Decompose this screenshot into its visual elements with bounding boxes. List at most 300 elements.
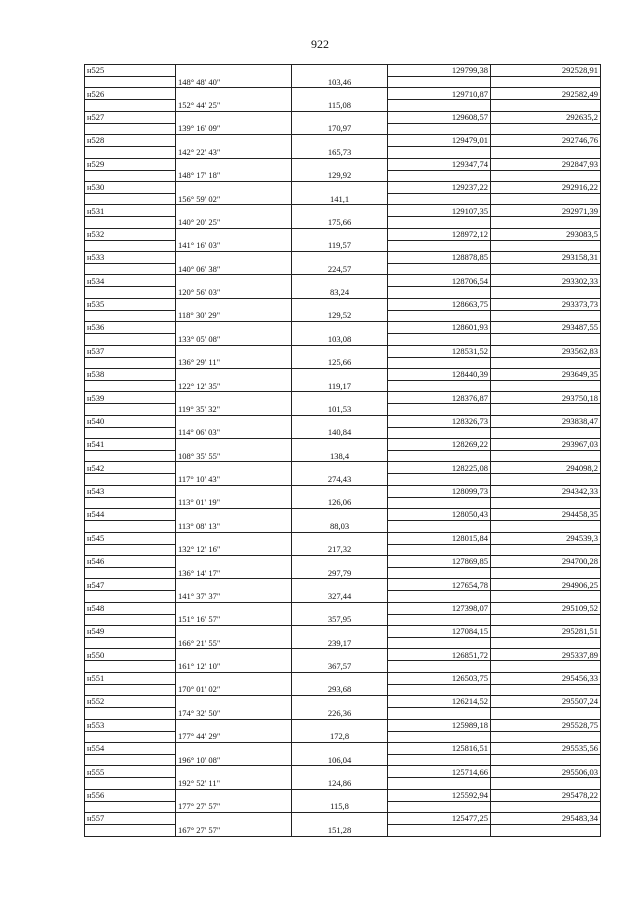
point-name: н556 xyxy=(85,789,176,801)
empty-cell xyxy=(85,310,176,321)
empty-cell xyxy=(388,684,491,695)
empty-cell xyxy=(292,392,388,404)
coordinate-x: 129799,38 xyxy=(388,65,491,77)
coordinate-y: 294098,2 xyxy=(491,462,601,474)
coordinate-y: 292971,39 xyxy=(491,205,601,217)
empty-cell xyxy=(292,766,388,778)
coordinate-x: 127398,07 xyxy=(388,602,491,614)
page-number: 922 xyxy=(311,37,329,51)
coordinate-y: 293838,47 xyxy=(491,415,601,427)
point-name: н552 xyxy=(85,696,176,708)
coordinate-y: 292847,93 xyxy=(491,158,601,170)
empty-cell xyxy=(176,135,292,147)
segment-length: 126,06 xyxy=(292,497,388,508)
segment-row xyxy=(85,567,601,578)
direction-angle: 120° 56' 03" xyxy=(176,287,292,298)
empty-cell xyxy=(292,439,388,451)
empty-cell xyxy=(292,485,388,497)
empty-cell xyxy=(292,65,388,77)
segment-length: 115,8 xyxy=(292,801,388,812)
coordinate-x: 128663,75 xyxy=(388,298,491,310)
direction-angle: 119° 35' 32" xyxy=(176,404,292,415)
coordinate-y: 294342,33 xyxy=(491,485,601,497)
empty-cell xyxy=(388,264,491,275)
empty-cell xyxy=(292,88,388,100)
empty-cell xyxy=(388,334,491,345)
segment-length: 106,04 xyxy=(292,754,388,765)
empty-cell xyxy=(388,380,491,391)
point-row xyxy=(85,322,601,334)
direction-angle: 161° 12' 10" xyxy=(176,661,292,672)
point-name: н541 xyxy=(85,439,176,451)
empty-cell xyxy=(85,661,176,672)
empty-cell xyxy=(388,123,491,134)
point-row xyxy=(85,626,601,638)
coordinate-y: 295478,22 xyxy=(491,789,601,801)
coordinate-y: 293750,18 xyxy=(491,392,601,404)
point-name: н536 xyxy=(85,322,176,334)
empty-cell xyxy=(292,579,388,591)
point-row xyxy=(85,111,601,123)
coordinate-x: 128376,87 xyxy=(388,392,491,404)
empty-cell xyxy=(176,626,292,638)
empty-cell xyxy=(491,170,601,181)
empty-cell xyxy=(491,123,601,134)
empty-cell xyxy=(176,252,292,264)
direction-angle: 141° 16' 03" xyxy=(176,240,292,251)
segment-row xyxy=(85,521,601,532)
empty-cell xyxy=(85,591,176,602)
direction-angle: 148° 17' 18" xyxy=(176,170,292,181)
point-name: н540 xyxy=(85,415,176,427)
segment-row xyxy=(85,240,601,251)
point-name: н549 xyxy=(85,626,176,638)
point-name: н533 xyxy=(85,252,176,264)
empty-cell xyxy=(176,766,292,778)
empty-cell xyxy=(491,474,601,485)
direction-angle: 113° 08' 13" xyxy=(176,521,292,532)
segment-row xyxy=(85,801,601,812)
coordinate-x: 125477,25 xyxy=(388,813,491,825)
point-row xyxy=(85,228,601,240)
empty-cell xyxy=(388,287,491,298)
empty-cell xyxy=(85,521,176,532)
coordinate-y: 292635,2 xyxy=(491,111,601,123)
point-name: н539 xyxy=(85,392,176,404)
direction-angle: 132° 12' 16" xyxy=(176,544,292,555)
segment-row xyxy=(85,754,601,765)
empty-cell xyxy=(388,661,491,672)
empty-cell xyxy=(176,742,292,754)
empty-cell xyxy=(85,264,176,275)
coordinate-x: 128015,84 xyxy=(388,532,491,544)
point-name: н529 xyxy=(85,158,176,170)
segment-length: 239,17 xyxy=(292,638,388,649)
empty-cell xyxy=(388,754,491,765)
empty-cell xyxy=(292,742,388,754)
point-row xyxy=(85,509,601,521)
empty-cell xyxy=(292,135,388,147)
segment-row xyxy=(85,778,601,789)
empty-cell xyxy=(292,649,388,661)
empty-cell xyxy=(491,193,601,204)
coordinate-x: 128531,52 xyxy=(388,345,491,357)
empty-cell xyxy=(292,181,388,193)
point-name: н543 xyxy=(85,485,176,497)
coordinate-x: 129107,35 xyxy=(388,205,491,217)
segment-length: 175,66 xyxy=(292,217,388,228)
coordinate-y: 295483,34 xyxy=(491,813,601,825)
empty-cell xyxy=(85,474,176,485)
point-row xyxy=(85,742,601,754)
segment-length: 165,73 xyxy=(292,147,388,158)
direction-angle: 174° 32' 50" xyxy=(176,708,292,719)
empty-cell xyxy=(176,719,292,731)
direction-angle: 122° 12' 35" xyxy=(176,380,292,391)
direction-angle: 140° 20' 25" xyxy=(176,217,292,228)
point-name: н538 xyxy=(85,368,176,380)
empty-cell xyxy=(388,825,491,837)
empty-cell xyxy=(388,451,491,462)
segment-length: 327,44 xyxy=(292,591,388,602)
segment-row xyxy=(85,661,601,672)
segment-row xyxy=(85,638,601,649)
empty-cell xyxy=(292,672,388,684)
point-name: н534 xyxy=(85,275,176,287)
empty-cell xyxy=(176,555,292,567)
coordinate-y: 295535,56 xyxy=(491,742,601,754)
empty-cell xyxy=(491,778,601,789)
direction-angle: 114° 06' 03" xyxy=(176,427,292,438)
direction-angle: 166° 21' 55" xyxy=(176,638,292,649)
empty-cell xyxy=(292,111,388,123)
coordinate-y: 293158,31 xyxy=(491,252,601,264)
empty-cell xyxy=(491,357,601,368)
empty-cell xyxy=(491,217,601,228)
segment-length: 88,03 xyxy=(292,521,388,532)
coordinate-y: 292528,91 xyxy=(491,65,601,77)
point-row xyxy=(85,392,601,404)
segment-length: 125,66 xyxy=(292,357,388,368)
coordinate-x: 126503,75 xyxy=(388,672,491,684)
empty-cell xyxy=(388,474,491,485)
empty-cell xyxy=(85,427,176,438)
empty-cell xyxy=(388,357,491,368)
coordinate-y: 295109,52 xyxy=(491,602,601,614)
coordinate-table-body xyxy=(85,65,601,837)
empty-cell xyxy=(491,497,601,508)
segment-length: 170,97 xyxy=(292,123,388,134)
empty-cell xyxy=(388,708,491,719)
point-name: н535 xyxy=(85,298,176,310)
point-row xyxy=(85,462,601,474)
segment-row xyxy=(85,123,601,134)
point-row xyxy=(85,135,601,147)
empty-cell xyxy=(85,240,176,251)
empty-cell xyxy=(176,602,292,614)
empty-cell xyxy=(85,147,176,158)
empty-cell xyxy=(491,731,601,742)
point-row xyxy=(85,555,601,567)
empty-cell xyxy=(388,544,491,555)
empty-cell xyxy=(85,684,176,695)
coordinate-x: 126214,52 xyxy=(388,696,491,708)
empty-cell xyxy=(85,357,176,368)
direction-angle: 142° 22' 43" xyxy=(176,147,292,158)
point-row xyxy=(85,275,601,287)
point-name: н531 xyxy=(85,205,176,217)
point-row xyxy=(85,298,601,310)
empty-cell xyxy=(176,485,292,497)
empty-cell xyxy=(491,77,601,88)
segment-row xyxy=(85,334,601,345)
empty-cell xyxy=(491,754,601,765)
segment-row xyxy=(85,380,601,391)
segment-row xyxy=(85,544,601,555)
empty-cell xyxy=(292,719,388,731)
coordinate-y: 293649,35 xyxy=(491,368,601,380)
segment-row xyxy=(85,147,601,158)
segment-row xyxy=(85,708,601,719)
coordinate-x: 129479,01 xyxy=(388,135,491,147)
empty-cell xyxy=(292,158,388,170)
coordinate-x: 128706,54 xyxy=(388,275,491,287)
empty-cell xyxy=(85,731,176,742)
point-row xyxy=(85,649,601,661)
empty-cell xyxy=(85,801,176,812)
segment-length: 367,57 xyxy=(292,661,388,672)
point-row xyxy=(85,602,601,614)
point-row xyxy=(85,65,601,77)
direction-angle: 113° 01' 19" xyxy=(176,497,292,508)
empty-cell xyxy=(388,193,491,204)
empty-cell xyxy=(491,708,601,719)
empty-cell xyxy=(292,813,388,825)
segment-row xyxy=(85,170,601,181)
coordinate-y: 295506,03 xyxy=(491,766,601,778)
empty-cell xyxy=(491,451,601,462)
empty-cell xyxy=(388,497,491,508)
point-name: н548 xyxy=(85,602,176,614)
empty-cell xyxy=(491,544,601,555)
point-row xyxy=(85,252,601,264)
coordinate-y: 294906,25 xyxy=(491,579,601,591)
point-row xyxy=(85,415,601,427)
coordinate-x: 128099,73 xyxy=(388,485,491,497)
empty-cell xyxy=(491,614,601,625)
empty-cell xyxy=(491,591,601,602)
point-row xyxy=(85,579,601,591)
segment-length: 115,08 xyxy=(292,100,388,111)
empty-cell xyxy=(85,217,176,228)
empty-cell xyxy=(388,427,491,438)
coordinate-x: 128326,73 xyxy=(388,415,491,427)
empty-cell xyxy=(85,334,176,345)
empty-cell xyxy=(388,240,491,251)
empty-cell xyxy=(85,754,176,765)
empty-cell xyxy=(388,567,491,578)
direction-angle: 151° 16' 57" xyxy=(176,614,292,625)
coordinate-x: 128440,39 xyxy=(388,368,491,380)
point-name: н557 xyxy=(85,813,176,825)
segment-length: 293,68 xyxy=(292,684,388,695)
empty-cell xyxy=(292,252,388,264)
empty-cell xyxy=(491,264,601,275)
empty-cell xyxy=(491,287,601,298)
segment-length: 172,8 xyxy=(292,731,388,742)
empty-cell xyxy=(176,181,292,193)
direction-angle: 148° 48' 40" xyxy=(176,77,292,88)
empty-cell xyxy=(491,638,601,649)
segment-length: 129,52 xyxy=(292,310,388,321)
empty-cell xyxy=(388,521,491,532)
direction-angle: 139° 16' 09" xyxy=(176,123,292,134)
empty-cell xyxy=(85,287,176,298)
point-row xyxy=(85,368,601,380)
segment-length: 140,84 xyxy=(292,427,388,438)
coordinate-x: 125989,18 xyxy=(388,719,491,731)
empty-cell xyxy=(85,825,176,837)
segment-length: 138,4 xyxy=(292,451,388,462)
coordinate-y: 293373,73 xyxy=(491,298,601,310)
direction-angle: 118° 30' 29" xyxy=(176,310,292,321)
coordinate-x: 128269,22 xyxy=(388,439,491,451)
segment-row xyxy=(85,614,601,625)
coordinate-y: 295456,33 xyxy=(491,672,601,684)
empty-cell xyxy=(292,228,388,240)
coordinate-y: 294700,28 xyxy=(491,555,601,567)
coordinate-x: 129347,74 xyxy=(388,158,491,170)
segment-length: 129,92 xyxy=(292,170,388,181)
direction-angle: 192° 52' 11" xyxy=(176,778,292,789)
empty-cell xyxy=(292,555,388,567)
segment-row xyxy=(85,100,601,111)
point-name: н554 xyxy=(85,742,176,754)
empty-cell xyxy=(292,298,388,310)
segment-length: 103,46 xyxy=(292,77,388,88)
segment-row xyxy=(85,77,601,88)
point-name: н555 xyxy=(85,766,176,778)
segment-row xyxy=(85,287,601,298)
empty-cell xyxy=(491,567,601,578)
empty-cell xyxy=(491,801,601,812)
segment-length: 83,24 xyxy=(292,287,388,298)
coordinate-x: 128878,85 xyxy=(388,252,491,264)
empty-cell xyxy=(388,170,491,181)
direction-angle: 167° 27' 57" xyxy=(176,825,292,837)
segment-row xyxy=(85,825,601,837)
coordinate-y: 293562,83 xyxy=(491,345,601,357)
point-name: н553 xyxy=(85,719,176,731)
point-row xyxy=(85,813,601,825)
empty-cell xyxy=(85,380,176,391)
empty-cell xyxy=(176,509,292,521)
segment-length: 226,36 xyxy=(292,708,388,719)
empty-cell xyxy=(491,404,601,415)
empty-cell xyxy=(292,532,388,544)
empty-cell xyxy=(491,334,601,345)
empty-cell xyxy=(292,415,388,427)
empty-cell xyxy=(388,217,491,228)
segment-row xyxy=(85,474,601,485)
coordinate-y: 293967,03 xyxy=(491,439,601,451)
empty-cell xyxy=(176,322,292,334)
segment-length: 103,08 xyxy=(292,334,388,345)
empty-cell xyxy=(292,275,388,287)
empty-cell xyxy=(176,649,292,661)
direction-angle: 108° 35' 55" xyxy=(176,451,292,462)
direction-angle: 156° 59' 02" xyxy=(176,193,292,204)
point-name: н528 xyxy=(85,135,176,147)
point-row xyxy=(85,158,601,170)
coordinate-x: 128225,08 xyxy=(388,462,491,474)
empty-cell xyxy=(388,404,491,415)
point-name: н551 xyxy=(85,672,176,684)
segment-length: 217,32 xyxy=(292,544,388,555)
segment-row xyxy=(85,427,601,438)
coordinate-y: 295281,51 xyxy=(491,626,601,638)
empty-cell xyxy=(176,205,292,217)
point-row xyxy=(85,439,601,451)
empty-cell xyxy=(292,602,388,614)
empty-cell xyxy=(292,789,388,801)
point-name: н547 xyxy=(85,579,176,591)
point-row xyxy=(85,696,601,708)
empty-cell xyxy=(85,100,176,111)
point-name: н532 xyxy=(85,228,176,240)
empty-cell xyxy=(292,345,388,357)
direction-angle: 152° 44' 25" xyxy=(176,100,292,111)
segment-length: 141,1 xyxy=(292,193,388,204)
segment-row xyxy=(85,193,601,204)
empty-cell xyxy=(292,462,388,474)
empty-cell xyxy=(292,509,388,521)
empty-cell xyxy=(176,813,292,825)
empty-cell xyxy=(388,801,491,812)
point-row xyxy=(85,719,601,731)
empty-cell xyxy=(388,77,491,88)
empty-cell xyxy=(388,731,491,742)
point-name: н526 xyxy=(85,88,176,100)
empty-cell xyxy=(85,451,176,462)
point-row xyxy=(85,205,601,217)
coordinate-y: 295507,24 xyxy=(491,696,601,708)
coordinate-x: 129710,87 xyxy=(388,88,491,100)
coordinate-x: 125816,51 xyxy=(388,742,491,754)
segment-length: 274,43 xyxy=(292,474,388,485)
empty-cell xyxy=(491,240,601,251)
segment-row xyxy=(85,591,601,602)
empty-cell xyxy=(176,275,292,287)
coordinate-y: 292746,76 xyxy=(491,135,601,147)
empty-cell xyxy=(176,462,292,474)
point-name: н545 xyxy=(85,532,176,544)
direction-angle: 117° 10' 43" xyxy=(176,474,292,485)
direction-angle: 136° 14' 17" xyxy=(176,567,292,578)
segment-length: 124,86 xyxy=(292,778,388,789)
empty-cell xyxy=(388,100,491,111)
direction-angle: 136° 29' 11" xyxy=(176,357,292,368)
segment-row xyxy=(85,310,601,321)
empty-cell xyxy=(491,661,601,672)
empty-cell xyxy=(491,427,601,438)
empty-cell xyxy=(491,380,601,391)
empty-cell xyxy=(388,614,491,625)
point-row xyxy=(85,672,601,684)
coordinate-y: 293083,5 xyxy=(491,228,601,240)
coordinate-table xyxy=(84,64,601,837)
direction-angle: 141° 37' 37" xyxy=(176,591,292,602)
